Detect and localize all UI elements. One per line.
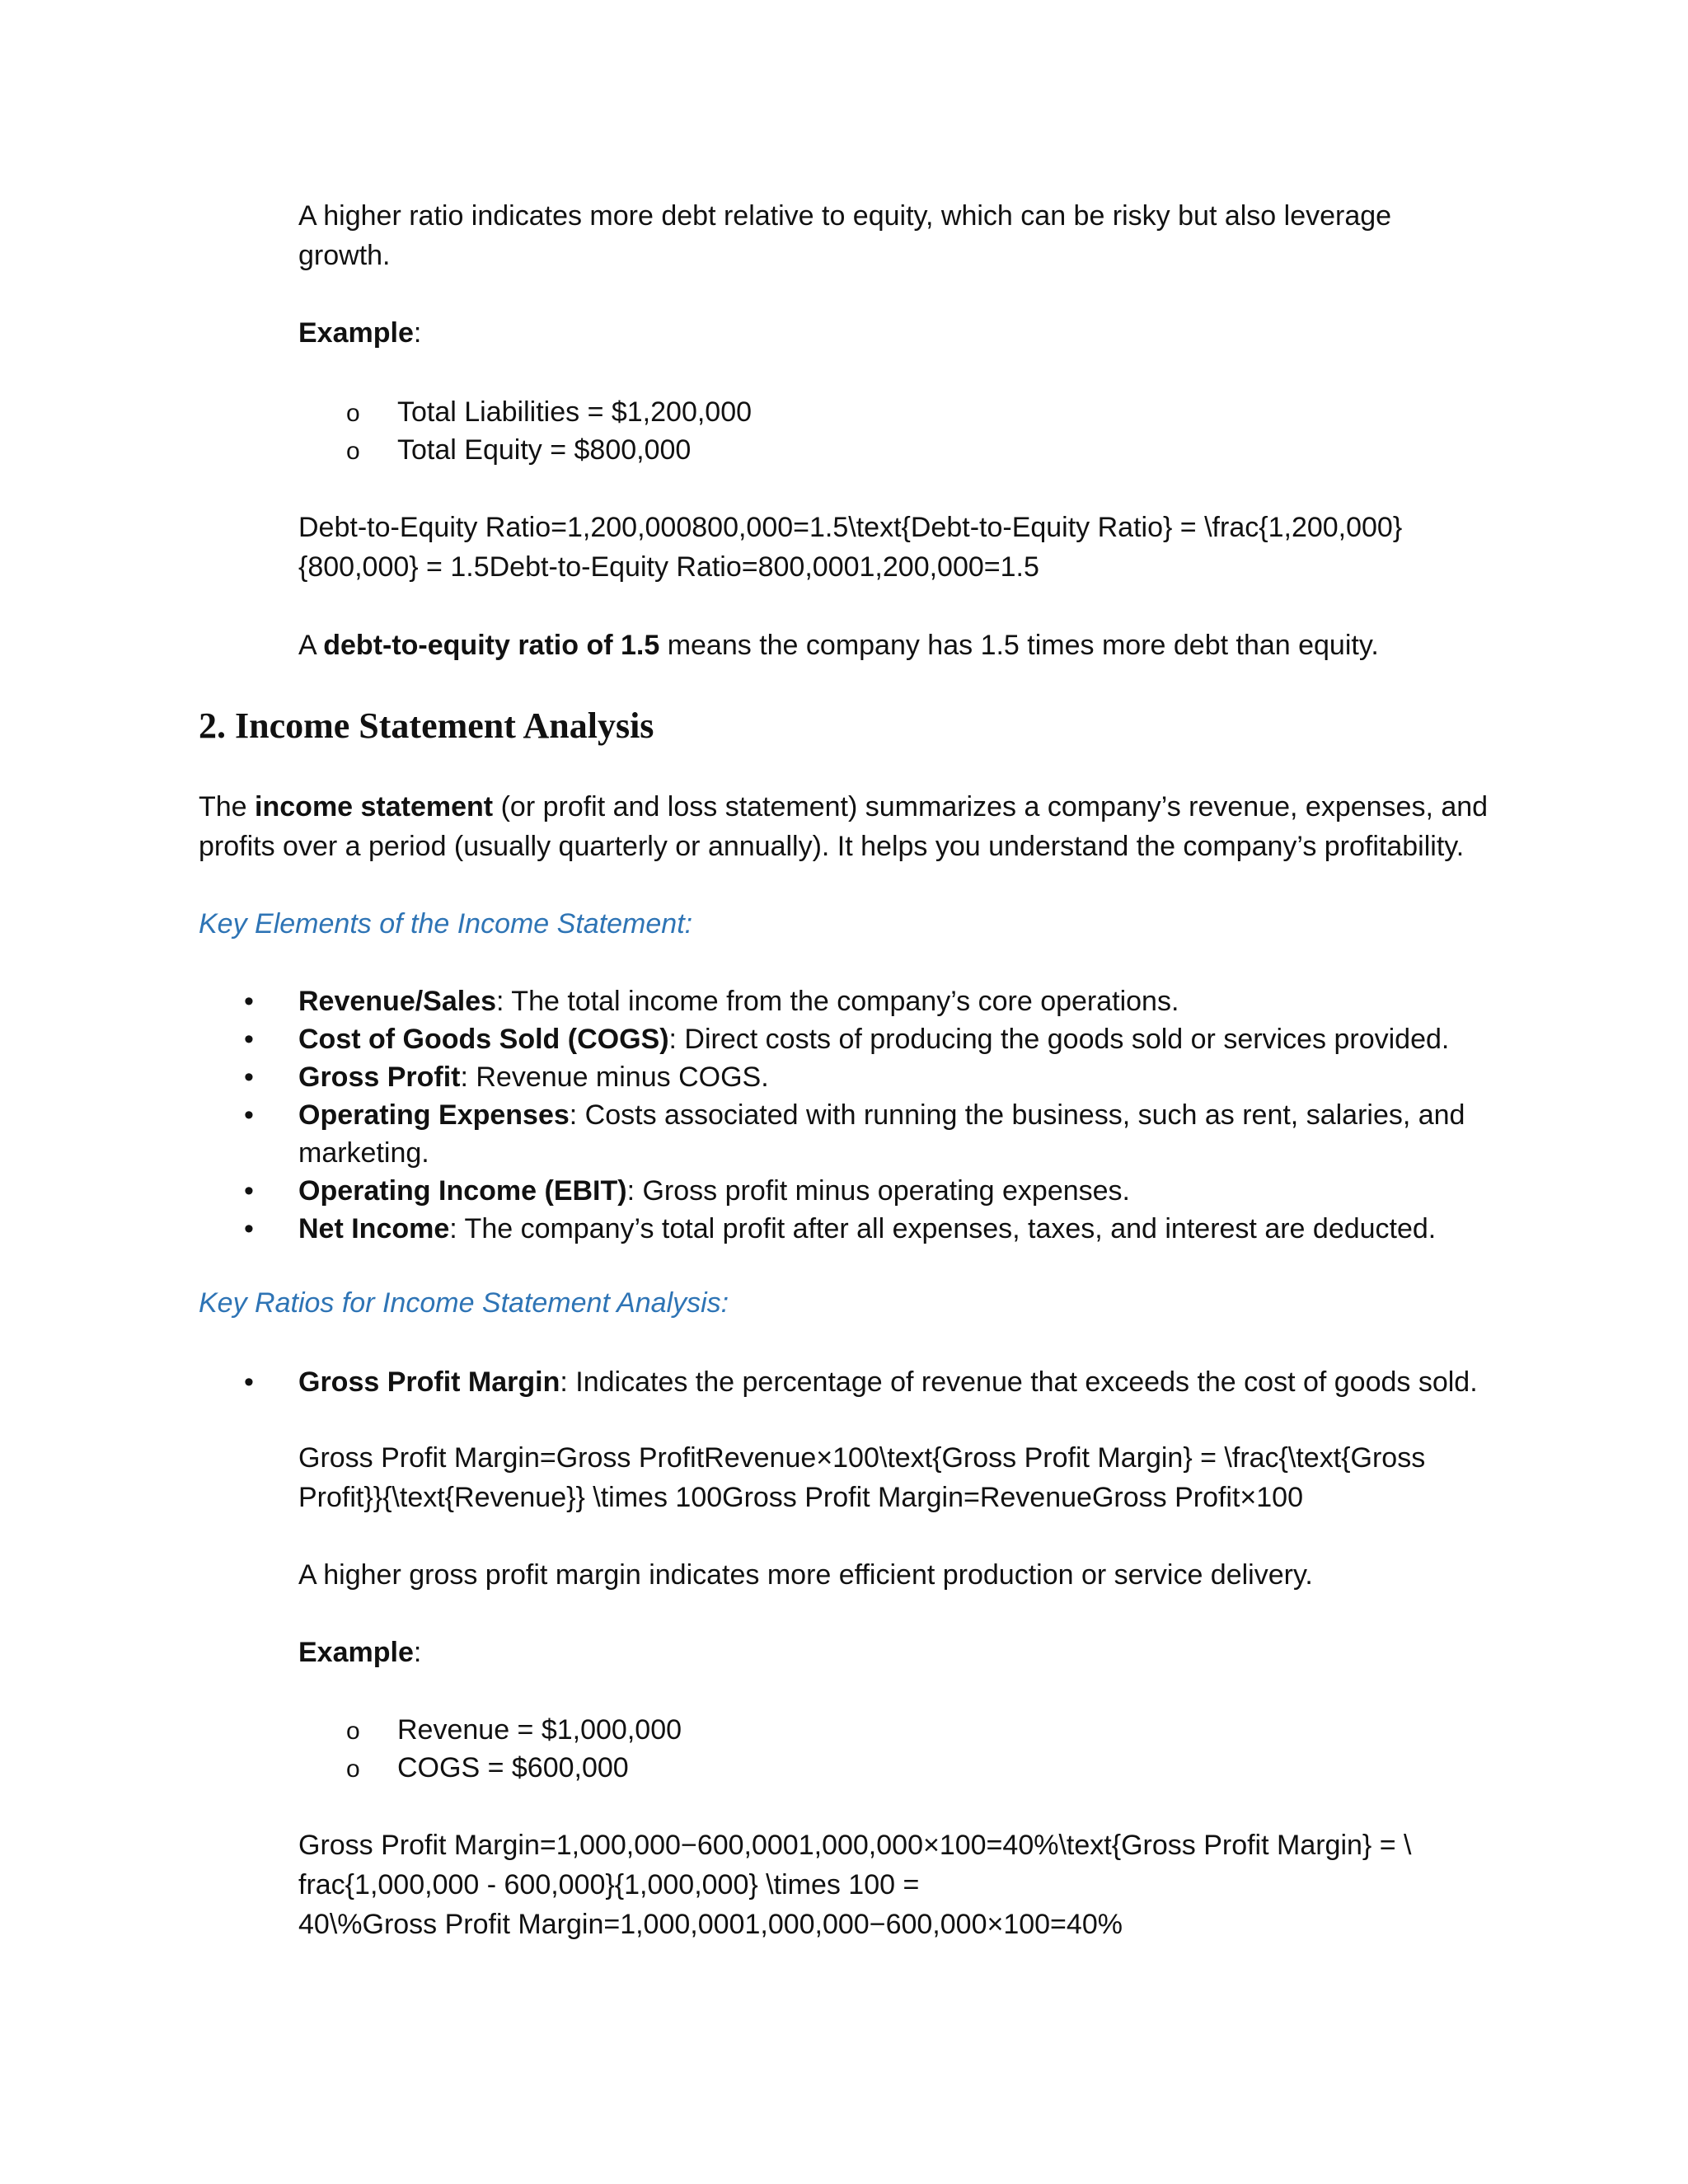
key-ratios-heading: Key Ratios for Income Statement Analysis: (199, 1287, 729, 1319)
sub-bullet-marker: o (346, 1755, 360, 1783)
element-gross-profit (298, 1057, 769, 1097)
ratio-term: Gross Profit Margin (298, 1366, 560, 1398)
ratio-desc: : Indicates the percentage of revenue that exceeds the cost of goods sold. (560, 1366, 1478, 1398)
de-formula-line-1: Debt-to-Equity Ratio=1,200,000800,000=1.5\text{Debt-to-Equity Ratio} = \frac{1,200,000} (298, 512, 1403, 543)
section-heading: 2. Income Statement Analysis (199, 705, 654, 746)
element-revenue (298, 982, 1179, 1021)
bullet-marker: • (244, 1175, 254, 1207)
element-desc: : The company’s total profit after all expenses, taxes, and interest are deducted. (449, 1213, 1437, 1244)
bullet-marker: • (244, 1099, 254, 1131)
bullet-marker: • (244, 1062, 254, 1093)
element-term: Gross Profit (298, 1062, 461, 1093)
sub-bullet-marker: o (346, 1718, 360, 1745)
bullet-marker: • (244, 1024, 254, 1055)
element-operating-expenses-cont: marketing. (298, 1137, 429, 1169)
example-item-revenue: Revenue = $1,000,000 (397, 1714, 682, 1746)
example-colon: : (413, 317, 422, 349)
de-formula-line-2: {800,000} = 1.5Debt-to-Equity Ratio=800,0001,200,000=1.5 (298, 551, 1039, 583)
element-term: Operating Income (EBIT) (298, 1175, 627, 1207)
conclusion-pre: A (298, 630, 324, 661)
para-bold: income statement (255, 791, 494, 823)
element-cogs (298, 1019, 1449, 1059)
example-heading (298, 313, 421, 353)
example-2-heading (298, 1633, 421, 1672)
key-elements-heading: Key Elements of the Income Statement: (199, 908, 693, 940)
element-desc: : Revenue minus COGS. (460, 1062, 769, 1093)
element-operating-income (298, 1171, 1130, 1211)
element-desc: : The total income from the company’s core operations. (496, 986, 1179, 1017)
element-term: Cost of Goods Sold (COGS) (298, 1024, 669, 1055)
intro-line-2: growth. (298, 240, 391, 271)
element-desc: : Direct costs of producing the goods sold or services provided. (668, 1024, 1450, 1055)
element-term: Revenue/Sales (298, 986, 497, 1017)
para-post: (or profit and loss statement) summarizes a company’s revenue, expenses, and (493, 791, 1489, 823)
income-statement-para-line-1 (199, 787, 1488, 827)
de-conclusion (298, 626, 1379, 665)
bullet-marker: • (244, 1366, 254, 1398)
gpm-calc-line-1: Gross Profit Margin=1,000,000−600,0001,000,000×100=40%\text{Gross Profit Margin} = \ (298, 1830, 1412, 1861)
gpm-calc-line-2: frac{1,000,000 - 600,000}{1,000,000} \times 100 = (298, 1869, 920, 1900)
example-item-liabilities: Total Liabilities = $1,200,000 (397, 396, 753, 428)
element-desc: : Costs associated with running the business, such as rent, salaries, and (569, 1099, 1465, 1131)
element-term: Operating Expenses (298, 1099, 570, 1131)
para-pre: The (199, 791, 256, 823)
element-desc: : Gross profit minus operating expenses. (626, 1175, 1130, 1207)
gpm-formula-line-1: Gross Profit Margin=Gross ProfitRevenue×100\text{Gross Profit Margin} = \frac{\text{Gross (298, 1442, 1426, 1474)
example-item-cogs: COGS = $600,000 (397, 1752, 629, 1783)
example-label: Example (298, 317, 414, 349)
gpm-formula-line-2: Profit}}{\text{Revenue}} \times 100Gross Profit Margin=RevenueGross Profit×100 (298, 1482, 1304, 1513)
gpm-explanation: A higher gross profit margin indicates more efficient production or service delivery. (298, 1559, 1313, 1591)
example-2-colon: : (413, 1637, 422, 1668)
bullet-marker: • (244, 986, 254, 1017)
gpm-calc-line-3: 40\%Gross Profit Margin=1,000,0001,000,000−600,000×100=40% (298, 1909, 1123, 1940)
example-item-equity: Total Equity = $800,000 (397, 434, 692, 466)
income-statement-para-line-2: profits over a period (usually quarterly or annually). It helps you understand the company’s profitability. (199, 831, 1465, 862)
ratio-gross-profit-margin (298, 1362, 1478, 1402)
bullet-marker: • (244, 1213, 254, 1244)
element-net-income (298, 1209, 1436, 1249)
sub-bullet-marker: o (346, 400, 360, 427)
example-2-label: Example (298, 1637, 414, 1668)
element-term: Net Income (298, 1213, 450, 1244)
element-operating-expenses (298, 1095, 1465, 1135)
intro-line-1: A higher ratio indicates more debt relative to equity, which can be risky but also leverage (298, 200, 1392, 232)
sub-bullet-marker: o (346, 438, 360, 465)
conclusion-post: means the company has 1.5 times more debt than equity. (659, 630, 1379, 661)
conclusion-bold: debt-to-equity ratio of 1.5 (323, 630, 660, 661)
